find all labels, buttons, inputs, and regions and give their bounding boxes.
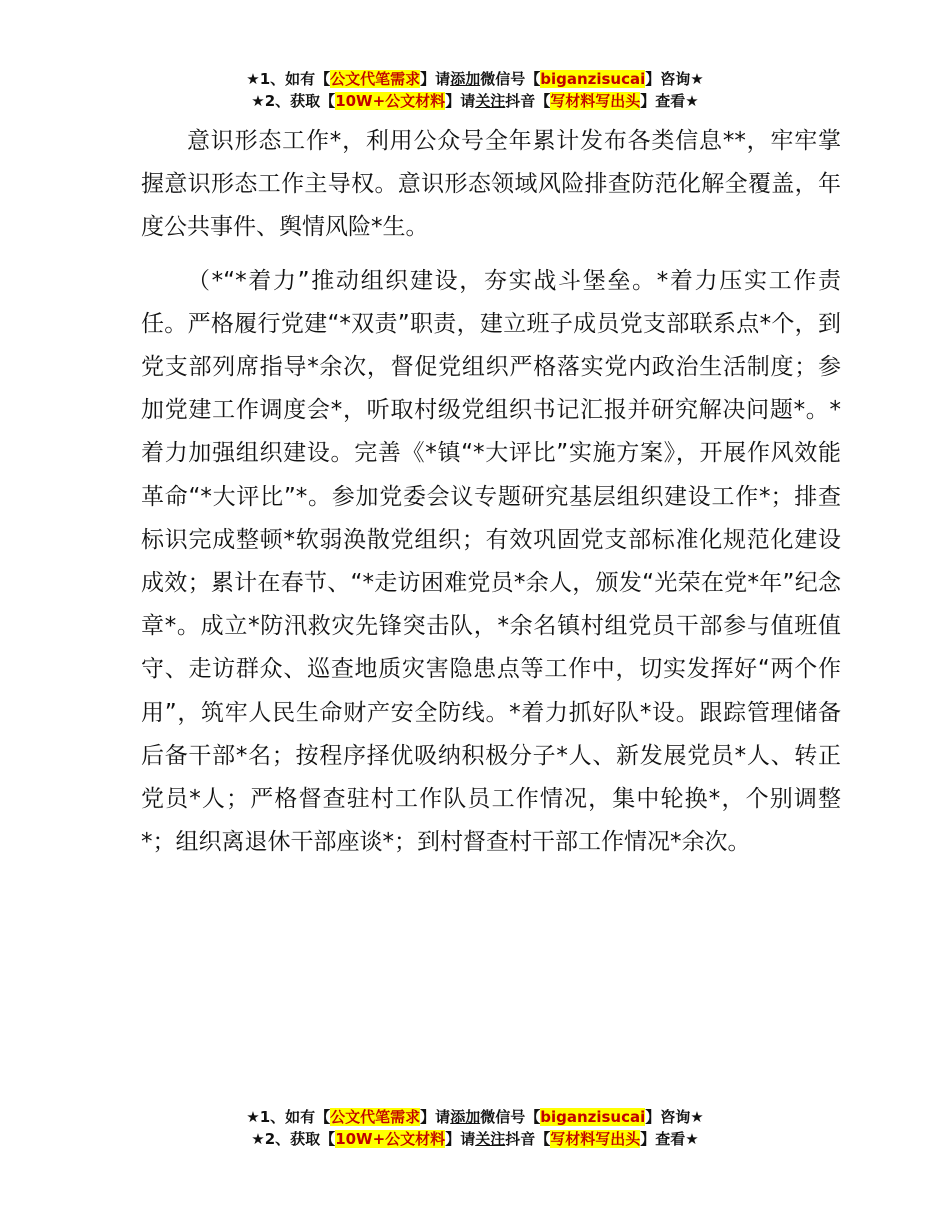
footer-add-underlined: 添加: [450, 1108, 481, 1126]
douyin-label: 抖音【: [505, 92, 551, 110]
paragraph-organization: （*“*着力”推动组织建设，夯实战斗堡垒。*着力压实工作责任。严格履行党建“*双责”职责，建立班子成员党支部联系点*个，到党支部列席指导*余次，督促党组织严格落实党内政治生活制度；参加党建工作调度会*，听取村级党组织书记汇报并研究解决问题*。*着力加强组织建设。完善《*镇“*大评比”实施方案》，开展作风效能革命“*大评比”*。参加党委会议专题研究基层组织建设工作*；排查标识完成整顿*软弱涣散党组织；有效巩固党支部标准化规范化建设成效；累计在春节、“*走访困难党员*余人，颁发“光荣在党*年”纪念章*。成立*防汛救灾先锋突击队，*余名镇村组党员干部参与值班值守、走访群众、巡查地质灾害隐患点等工作中，切实发挥好“两个作用”，筑牢人民生命财产安全防线。*着力抓好队*设。跟踪管理储备后备干部*名；按程序择优吸纳积极分子*人、新发展党员*人、转正党员*人；严格督查驻村工作队员工作情况，集中轮换*，个别调整*；组织离退休干部座谈*；到村督查村干部工作情况*余次。: [141, 267, 841, 856]
footer-line-2-mid: 】请: [445, 1130, 476, 1148]
header-line-1-prefix: ★1、如有【: [246, 70, 331, 88]
footer-wechat-label: 微信号【: [480, 1108, 541, 1126]
footer-line-1-suffix: 】咨询★: [645, 1108, 704, 1126]
footer-line-2-suffix: 】查看★: [640, 1130, 699, 1148]
footer-douyin-label: 抖音【: [505, 1130, 551, 1148]
document-body: [141, 120, 841, 864]
footer-follow-underlined: 关注: [475, 1130, 506, 1148]
header-line-1-suffix: 】咨询★: [645, 70, 704, 88]
follow-underlined: 关注: [475, 92, 506, 110]
header-line-2-prefix: ★2、获取【: [251, 92, 336, 110]
header-line-2-mid: 】请: [445, 92, 476, 110]
footer-line-1-mid: 】请: [420, 1108, 451, 1126]
footer-line-2: [0, 1128, 950, 1150]
header-line-2-suffix: 】查看★: [640, 92, 699, 110]
materials-highlight: 10W+公文材料: [335, 92, 446, 110]
wechat-label: 微信号【: [480, 70, 541, 88]
footer-line-1-prefix: ★1、如有【: [246, 1108, 331, 1126]
footer-line-2-prefix: ★2、获取【: [251, 1130, 336, 1148]
header-line-1-mid: 】请: [420, 70, 451, 88]
add-underlined: 添加: [450, 70, 481, 88]
header-banner: [0, 68, 950, 112]
footer-line-1: [0, 1106, 950, 1128]
wechat-id-highlight: biganzisucai: [540, 70, 646, 88]
footer-banner: [0, 1106, 950, 1150]
account-highlight: 写材料写出头: [550, 92, 641, 110]
header-line-2: [0, 90, 950, 112]
footer-wechat-id-highlight: biganzisucai: [540, 1108, 646, 1126]
service-highlight: 公文代笔需求: [330, 70, 421, 88]
footer-account-highlight: 写材料写出头: [550, 1130, 641, 1148]
paragraph-ideology: 意识形态工作*，利用公众号全年累计发布各类信息**，牢牢掌握意识形态工作主导权。意识形态领域风险排查防范化解全覆盖，年度公共事件、舆情风险*生。: [141, 128, 841, 241]
footer-service-highlight: 公文代笔需求: [330, 1108, 421, 1126]
footer-materials-highlight: 10W+公文材料: [335, 1130, 446, 1148]
header-line-1: [0, 68, 950, 90]
